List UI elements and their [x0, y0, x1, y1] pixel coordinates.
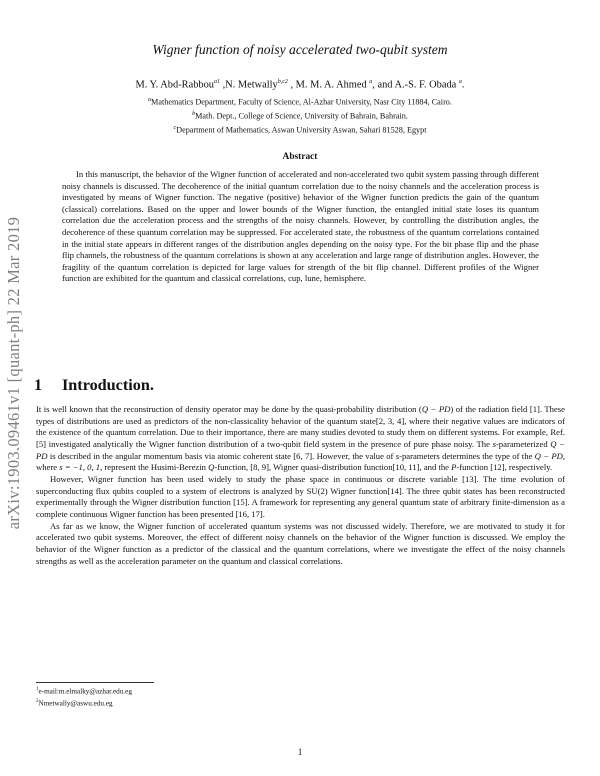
text-run: -function [12], respectively. — [456, 462, 553, 473]
introduction-body — [36, 404, 565, 567]
footnote-divider — [36, 682, 154, 683]
affiliation-text: Department of Mathematics, Aswan University Aswan, Sahari 81528, Egypt — [176, 125, 427, 135]
intro-paragraph-1 — [36, 404, 565, 474]
author-name: M. Y. Abd-Rabbou — [135, 79, 214, 91]
text-run: -parameterized — [495, 438, 551, 449]
author-list-end: . — [461, 79, 465, 91]
section-heading-introduction — [34, 376, 434, 395]
author-list — [30, 79, 570, 90]
math-inline: Q − PD — [534, 450, 563, 461]
affiliation-c — [30, 125, 570, 135]
affiliation-text: Math. Dept., College of Science, University of Bahrain, Bahrain. — [195, 111, 408, 121]
footnote-mark: 1 — [36, 687, 39, 692]
affiliation-text: Mathematics Department, Faculty of Science, Al-Azhar University, Nasr City 11884, Cairo. — [151, 97, 452, 107]
author-affiliation-mark: a — [458, 79, 462, 85]
math-inline: s — [492, 438, 496, 449]
intro-paragraph-3: As far as we know, the Wigner function of accelerated quantum systems was not discussed widely. Therefore, we are motivated to study it for accelerated two qubit systems. Moreover, the effect of different noisy channels on the behavior of the Wigner function is discussed. We employ the behavior of the Wigner function as a predictor of the classical and the quantum correlations, where we investigate the effect of the noisy channels strengths as well as the acceleration parameter on the quantum and classical correlations. — [36, 520, 565, 566]
page-number: 1 — [297, 747, 303, 757]
footnotes — [36, 685, 336, 708]
affiliation-mark: c — [173, 125, 177, 131]
abstract-heading: Abstract — [282, 152, 318, 162]
paper-title: Wigner function of noisy accelerated two-qubit system — [152, 42, 448, 57]
author-name: ,N. Metwally — [219, 79, 278, 91]
text-run: is described in the angular momentum basis via atomic coherent state [6, 7]. However, the value of — [47, 450, 396, 461]
section-number: 1 — [34, 376, 43, 394]
text-run: -parameters determines the type of the — [399, 450, 535, 461]
author-name: , and A.-S. F. Obada — [372, 79, 459, 91]
text-run: -function, [8, 9], Wigner quasi-distribution function[10, 11], and the — [214, 462, 452, 473]
author-affiliation-mark: a1 — [213, 79, 220, 85]
math-inline: s = −1, 0, 1 — [59, 462, 101, 473]
text-run: It is well known that the reconstruction of density operator may be done by the quasi-probability distribution ( — [36, 404, 422, 414]
author-affiliation-mark: a — [369, 79, 373, 85]
affiliation-a — [30, 97, 570, 107]
author-name: , M. M. A. Ahmed — [287, 79, 370, 91]
text-run: ) of the radiation field [1]. These types of distributions are used as predictors of the non-classicality behavior of the quantum state[2, 3, 4], where their negative values are indicators of the existence of the quantum correlation. Due to their importance, there are many studies devoted to study them on different systems. For example, Ref. [5] investigated analytically the Wigner function distribution of a two-qubit field system in the presence of pure phase noisy. The — [36, 404, 565, 449]
footnote-mark: 2 — [36, 698, 39, 704]
affiliation-mark: b — [192, 111, 196, 117]
footnote-email[interactable]: e-mail:m.elmalky@azhar.edu.eg — [38, 687, 132, 696]
author-affiliation-mark: b,c2 — [277, 79, 288, 85]
intro-paragraph-2: However, Wigner function has been used widely to study the phase space in continuous or discrete variable [13]. The time evolution of superconducting flux qubits coupled to a system of electrons is analyzed by SU(2) Wigner function[14]. The three qubit states has been reconstructed experimentally through the Wigner distribution function [15]. A framework for representing any general quantum state of arbitrary finite-dimension as a complete continuous Wigner function has been presented [16, 17]. — [36, 473, 565, 519]
footnote-2 — [36, 697, 336, 709]
text-run: , represent the Husimi-Berezin — [100, 462, 209, 473]
affiliation-mark: a — [148, 97, 152, 103]
abstract-text: In this manuscript, the behavior of the Wigner function of accelerated and non-accelerated two qubit system passing through different noisy channels is discussed. The decoherence of the initial quantum correlation due to the noisy channels and the acceleration process is investigated by means of Wigner function. The negative (positive) behavior of the Wigner function predicts the gain of the quantum (classical) correlations. Based on the upper and lower bounds of the Wigner function, the entangled initial state loses its quantum correlation due the acceleration process and the strengths of the noisy channels. However, by controlling the distribution angles, the decoherence of these quantum correlation may be suppressed. For accelerated state, the robustness of the quantum correlations contained in the initial state appears in different ranges of the distribution angles depending on the noisy type. For the bit phase flip and the phase flip channels, the robustness of the quantum correlations is shown at any acceleration and large range of distribution angles. However, the fragility of the quantum correlation is depicted for large values for strength of the bit flip channel. Different profiles of the Wigner function are exhibited for the quantum and classical correlations, cup, lune, hemisphere. — [62, 169, 539, 284]
affiliation-b — [30, 111, 570, 121]
math-inline: s — [395, 450, 400, 461]
section-title: Introduction. — [62, 376, 154, 394]
footnote-email[interactable]: Nmetwally@aswu.edu.eg — [38, 699, 113, 708]
arxiv-identifier-stamp[interactable]: arXiv:1903.09461v1 [quant-ph] 22 Mar 2019 — [4, 216, 23, 530]
math-inline: Q − PD — [421, 404, 451, 414]
math-inline: Q − PD — [36, 438, 565, 461]
math-inline: Q — [208, 462, 215, 473]
footnote-1 — [36, 685, 336, 697]
text-run: , where — [36, 450, 565, 473]
math-inline: P — [451, 462, 457, 473]
